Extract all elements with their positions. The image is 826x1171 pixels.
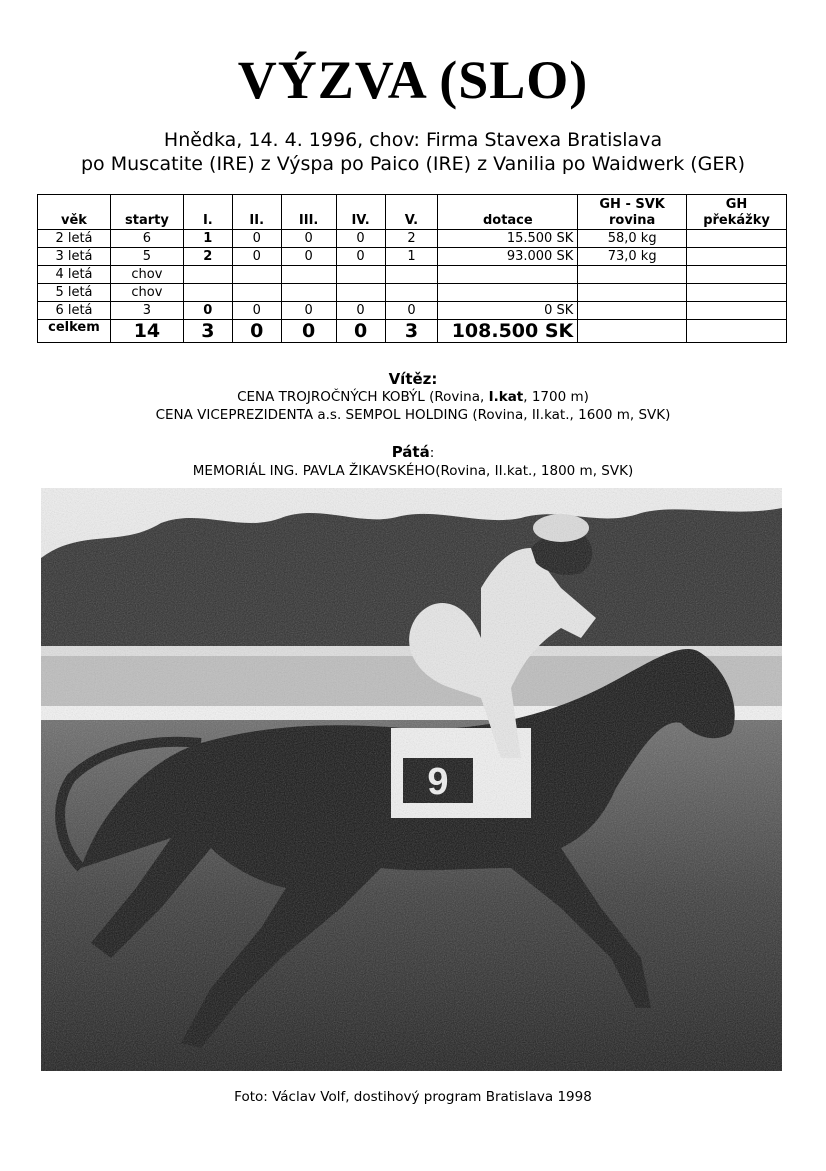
cell-gh [687,266,787,284]
cell-gh [687,230,787,248]
cell-money [438,266,578,284]
cell-place-2 [232,266,281,284]
cell-gh-svk [578,266,687,284]
cell-age: 2 letá [38,230,111,248]
header-place-1: I. [183,195,232,230]
table-row [38,302,787,320]
winner-race-1-suffix: , 1700 m) [523,389,589,405]
cell-place-3: 0 [281,230,336,248]
winner-race-1-text: CENA TROJROČNÝCH KOBÝL (Rovina, [237,389,489,405]
cell-starts: chov [110,284,183,302]
header-starts: starty [110,195,183,230]
cell-place-1 [183,266,232,284]
cell-place-4 [336,266,385,284]
header-gh-svk [578,195,687,230]
horse-description: Hnědka, 14. 4. 1996, chov: Firma Stavexa Bratislava [163,129,663,151]
cell-gh-svk: 58,0 kg [578,230,687,248]
cell-place-5: 0 [385,302,438,320]
cell-starts: chov [110,266,183,284]
cell-money: 0 SK [438,302,578,320]
pedigree-line: po Muscatite (IRE) z Výspa po Paico (IRE) z Vanilia po Waidwerk (GER) [80,153,745,175]
photo-caption: Foto: Václav Volf, dostihový program Bratislava 1998 [234,1089,592,1105]
cell-starts: 5 [110,248,183,266]
fifth-race-1: MEMORIÁL ING. PAVLA ŽIKAVSKÉHO(Rovina, II.kat., 1800 m, SVK) [192,463,634,479]
cell-place-5: 1 [385,248,438,266]
fifth-heading-colon: : [429,445,435,461]
header-gh-svk-line2: rovina [608,213,656,228]
table-row [38,230,787,248]
cell-place-2 [232,284,281,302]
cell-total-money: 108.500 SK [438,320,578,343]
cell-gh [687,284,787,302]
cell-place-3 [281,266,336,284]
cell-total-place-1: 3 [183,320,232,343]
photo-grain [41,488,782,1071]
table-row [38,266,787,284]
header-place-4: IV. [336,195,385,230]
header-gh [687,195,787,230]
cell-total-starts: 14 [110,320,183,343]
cell-place-5 [385,266,438,284]
cell-total-gh [687,320,787,343]
race-statistics-table [37,194,787,343]
cell-total-place-4: 0 [336,320,385,343]
cell-age: 5 letá [38,284,111,302]
cell-place-4: 0 [336,302,385,320]
header-gh-svk-line1: GH - SVK [599,197,665,212]
cell-total-gh-svk [578,320,687,343]
cell-place-3: 0 [281,248,336,266]
winner-race-1 [0,388,826,406]
cell-money: 15.500 SK [438,230,578,248]
cell-place-2: 0 [232,230,281,248]
winner-heading: Vítěz: [388,370,438,388]
table-row [38,248,787,266]
fifth-heading [0,443,826,462]
cell-gh-svk [578,302,687,320]
cell-gh-svk: 73,0 kg [578,248,687,266]
header-gh-line1: GH [725,197,748,212]
cell-place-2: 0 [232,248,281,266]
winner-section [0,370,826,424]
table-row [38,284,787,302]
table-header-row [38,195,787,230]
cell-gh-svk [578,284,687,302]
winner-race-1-category: I.kat [488,389,524,405]
cell-place-5 [385,284,438,302]
cell-place-1: 2 [183,248,232,266]
cell-total-place-3: 0 [281,320,336,343]
header-age: věk [38,195,111,230]
cell-starts: 3 [110,302,183,320]
header-gh-line2: překážky [703,213,770,228]
cell-gh [687,302,787,320]
cell-money: 93.000 SK [438,248,578,266]
cell-place-4 [336,284,385,302]
fifth-heading-text: Pátá [391,443,430,461]
cell-age: 6 letá [38,302,111,320]
header-place-2: II. [232,195,281,230]
cell-place-5: 2 [385,230,438,248]
cell-place-1: 0 [183,302,232,320]
cell-money [438,284,578,302]
cell-gh [687,248,787,266]
cell-age: 4 letá [38,266,111,284]
cell-place-1 [183,284,232,302]
cell-total-label: celkem [38,320,111,343]
cell-place-1: 1 [183,230,232,248]
cell-age: 3 letá [38,248,111,266]
winner-race-2: CENA VICEPREZIDENTA a.s. SEMPOL HOLDING (Rovina, II.kat., 1600 m, SVK) [155,407,671,423]
header-money: dotace [438,195,578,230]
cell-place-3: 0 [281,302,336,320]
table-total-row [38,320,787,343]
page-title: VÝZVA (SLO) [237,50,589,110]
cell-total-place-2: 0 [232,320,281,343]
header-place-3: III. [281,195,336,230]
header-place-5: V. [385,195,438,230]
fifth-place-section [0,443,826,480]
cell-starts: 6 [110,230,183,248]
cell-total-place-5: 3 [385,320,438,343]
cell-place-2: 0 [232,302,281,320]
cell-place-4: 0 [336,230,385,248]
horse-racing-photo [41,488,782,1071]
cell-place-4: 0 [336,248,385,266]
cell-place-3 [281,284,336,302]
